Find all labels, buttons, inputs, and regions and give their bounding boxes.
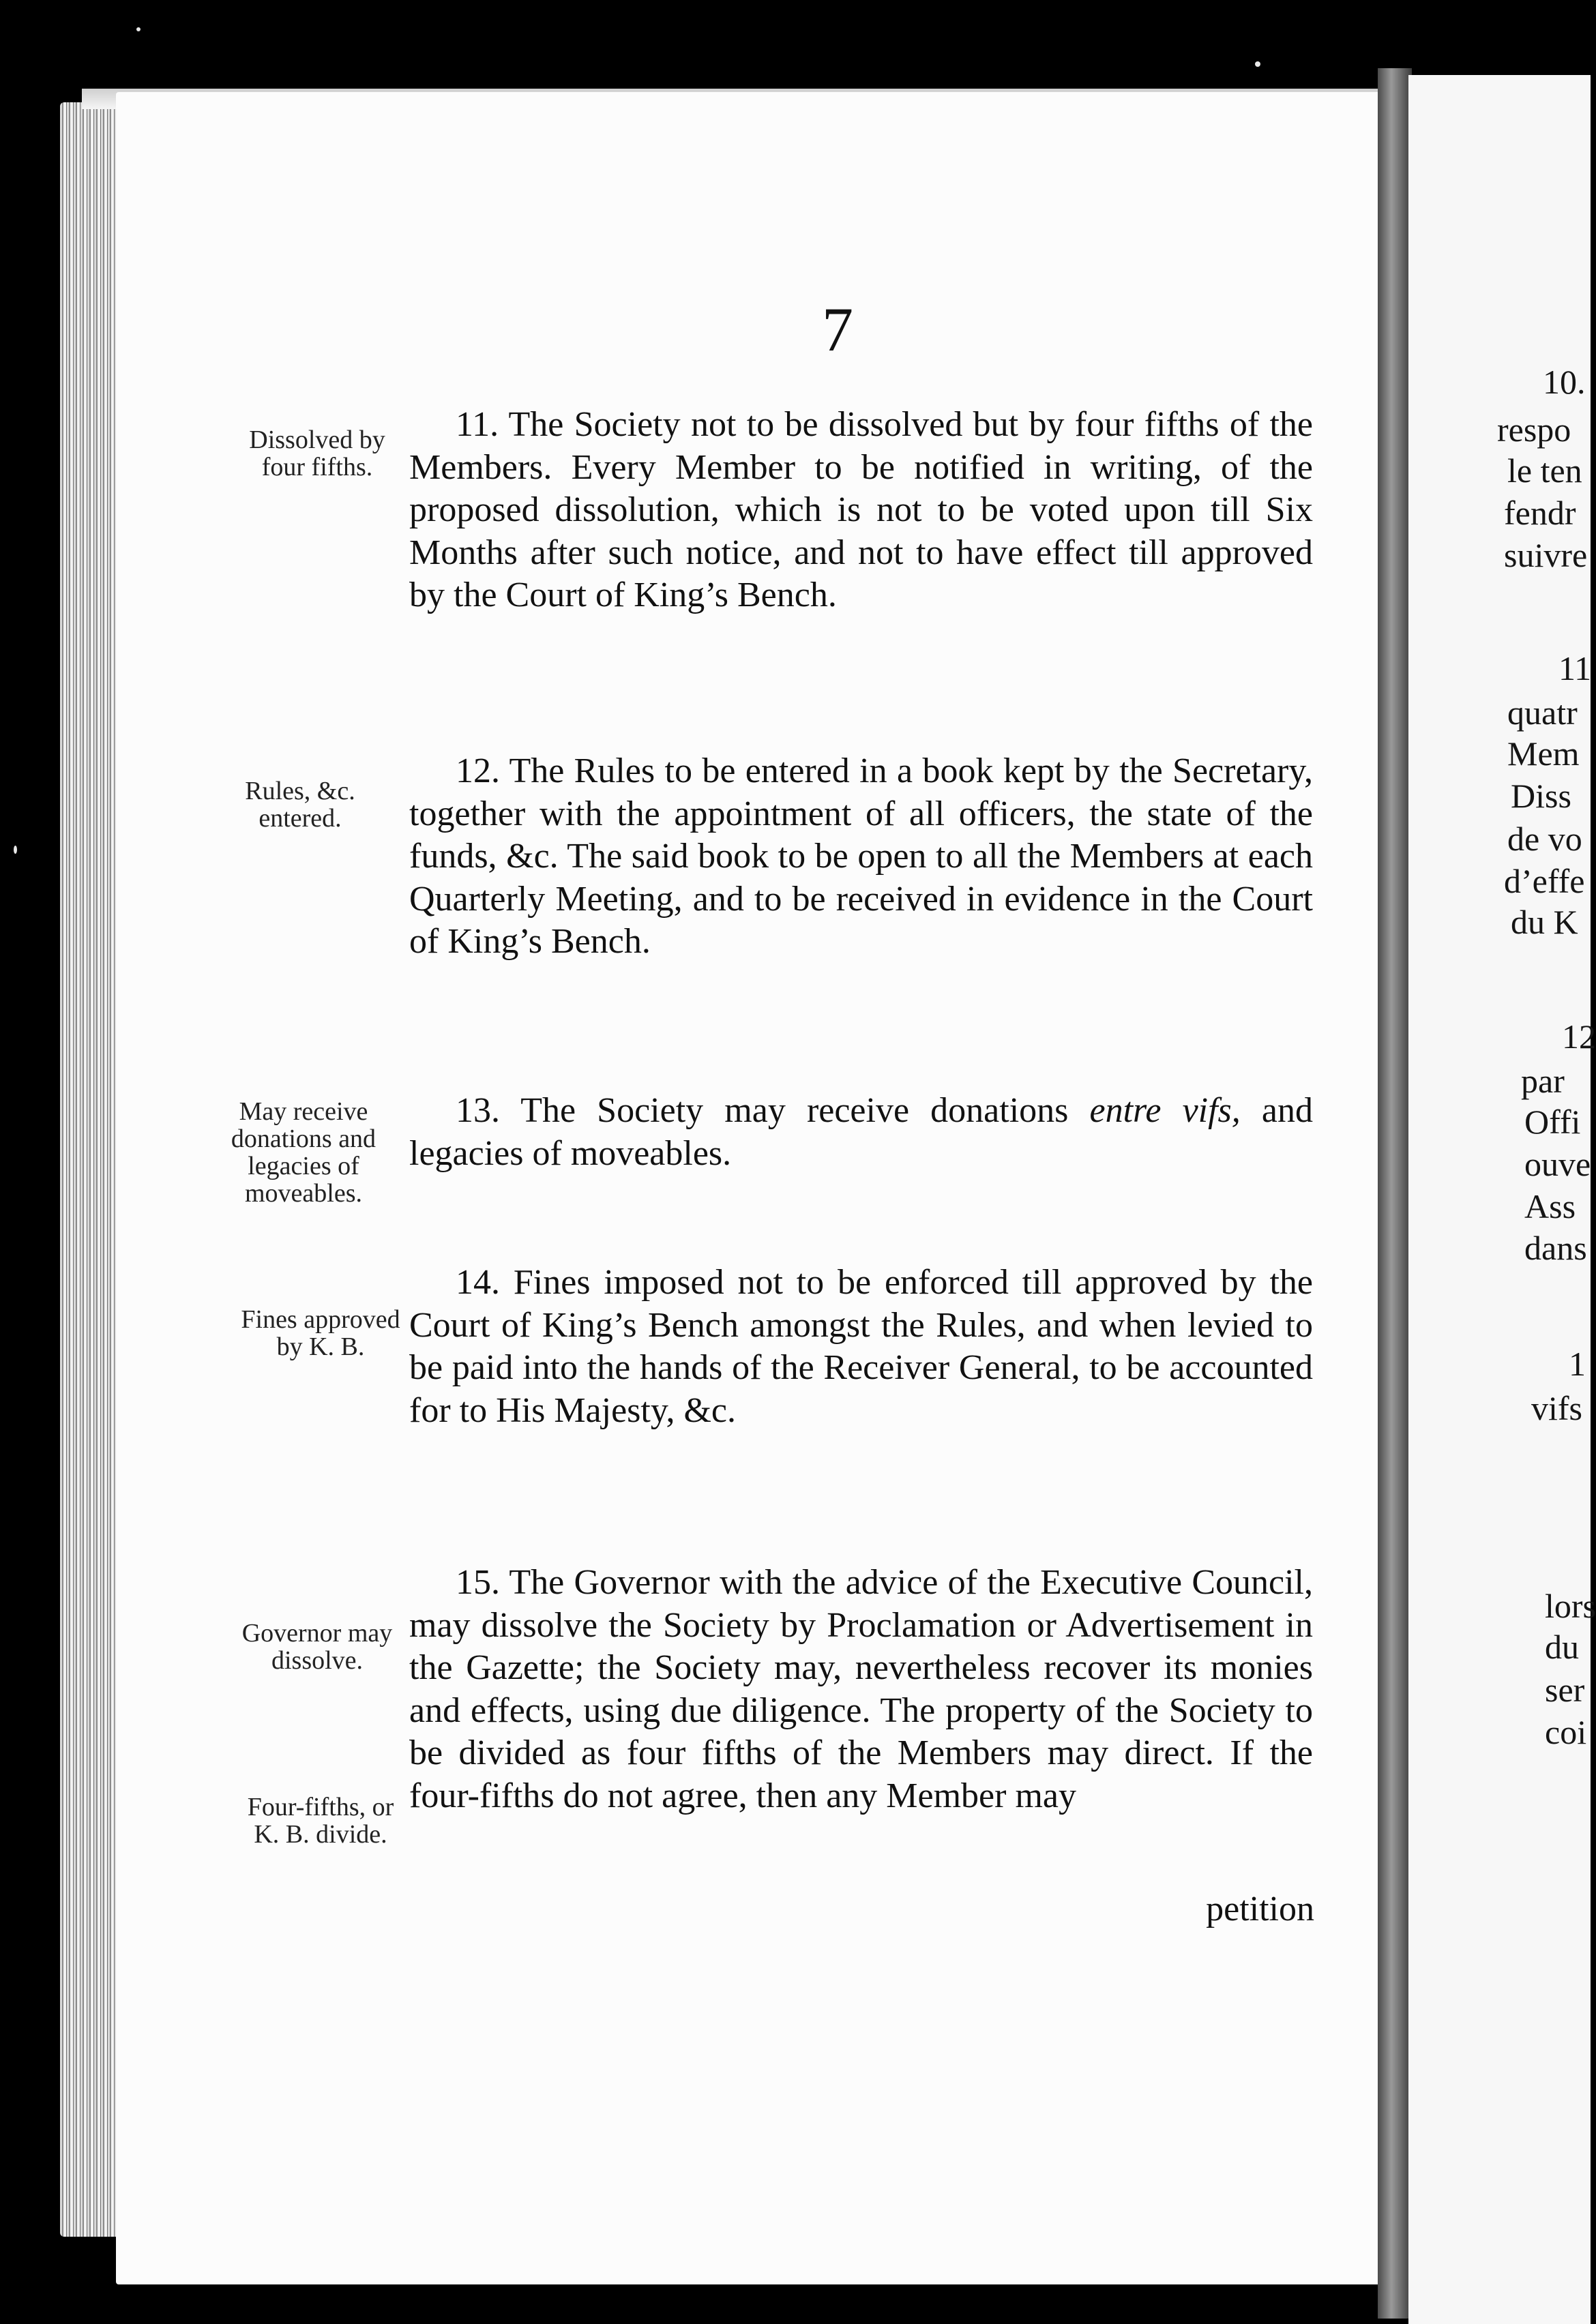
margin-note: Dissolved by four fifths.: [249, 426, 385, 481]
facing-line: ouve: [1524, 1145, 1591, 1183]
facing-line: de vo: [1507, 820, 1582, 858]
margin-note: Four-fifths, or K. B. divide.: [247, 1793, 394, 1849]
page-number: 7: [822, 295, 853, 364]
facing-line: 1: [1569, 1345, 1586, 1383]
facing-line: 11: [1558, 649, 1592, 687]
facing-line: par: [1521, 1062, 1565, 1100]
facing-line: du: [1545, 1628, 1579, 1666]
facing-line: suivre: [1504, 536, 1588, 574]
facing-line: quatr: [1507, 694, 1578, 732]
article-number: 14.: [456, 1263, 500, 1302]
page-edges: [60, 102, 121, 2237]
article-text: The Society may receive donations: [520, 1091, 1090, 1130]
margin-note: Governor may dissolve.: [241, 1619, 393, 1675]
article-paragraph: [409, 1562, 1313, 1817]
margin-note: May receive donations and legacies of moveables.: [231, 1097, 376, 1208]
book-spine: [1378, 68, 1412, 2319]
article-text-italic: entre vifs,: [1089, 1091, 1241, 1130]
facing-line: respo: [1497, 411, 1571, 449]
article-text: and legacies of moveables.: [409, 1091, 1314, 1173]
facing-line: 12: [1562, 1017, 1596, 1056]
article-number: 11.: [456, 405, 499, 444]
article-text: The Society not to be dissolved but by four fifths of the Members. Every Member to be notified in writing, of the proposed dissolution, which is not to be voted upon till Six Months after such notice, and not to have effect till approved by the Court of King’s Bench.: [409, 405, 1313, 614]
margin-note: Fines approved by K. B.: [241, 1305, 400, 1361]
facing-line: dans: [1524, 1229, 1587, 1267]
margin-note: Rules, &c. entered.: [245, 777, 355, 833]
facing-line: le ten: [1507, 451, 1582, 490]
article-paragraph: [409, 404, 1313, 617]
scan-speck: [136, 27, 141, 31]
facing-line: Diss: [1511, 777, 1571, 815]
facing-line: lors: [1545, 1587, 1596, 1625]
article-number: 13.: [456, 1091, 500, 1130]
article-text: Fines imposed not to be enforced till approved by the Court of King’s Bench amongst the Rules, and when levied to be paid into the hands of the Receiver General, to be accounted for to His Majesty, &c.: [409, 1263, 1314, 1430]
facing-line: ser: [1545, 1671, 1585, 1709]
facing-line: coi: [1545, 1713, 1587, 1751]
facing-line: 10.: [1543, 363, 1586, 401]
scan-speck: [14, 846, 17, 854]
facing-line: fendr: [1504, 494, 1576, 532]
catchword: petition: [1206, 1890, 1314, 1928]
article-number: 15.: [456, 1563, 500, 1602]
article-paragraph: [409, 750, 1313, 964]
article-text: The Rules to be entered in a book kept by the Secretary, together with the appointment of all officers, the state of the funds, &c. The said book to be open to all the Members at each Quarterly Meeting, and to be received in evidence in the Court of King’s Bench.: [409, 751, 1313, 961]
article-paragraph: [409, 1090, 1313, 1175]
facing-line: vifs: [1531, 1389, 1582, 1427]
article-number: 12.: [456, 751, 500, 790]
article-text: The Governor with the advice of the Executive Council, may dissolve the Society by Proclamation or Advertisement in the Gazette; the Society may, nevertheless recover its monies and effects, using due diligence. The property of the Society to be divided as four fifths of the Members may direct. If the four-fifths do not agree, then any Member may: [409, 1563, 1314, 1815]
facing-line: d’effe: [1504, 862, 1585, 900]
facing-line: Ass: [1524, 1187, 1576, 1225]
facing-line: du K: [1511, 903, 1578, 941]
scan-speck: [1255, 61, 1260, 67]
facing-line: Mem: [1507, 734, 1580, 773]
article-paragraph: [409, 1262, 1313, 1432]
facing-line: Offi: [1524, 1103, 1581, 1141]
